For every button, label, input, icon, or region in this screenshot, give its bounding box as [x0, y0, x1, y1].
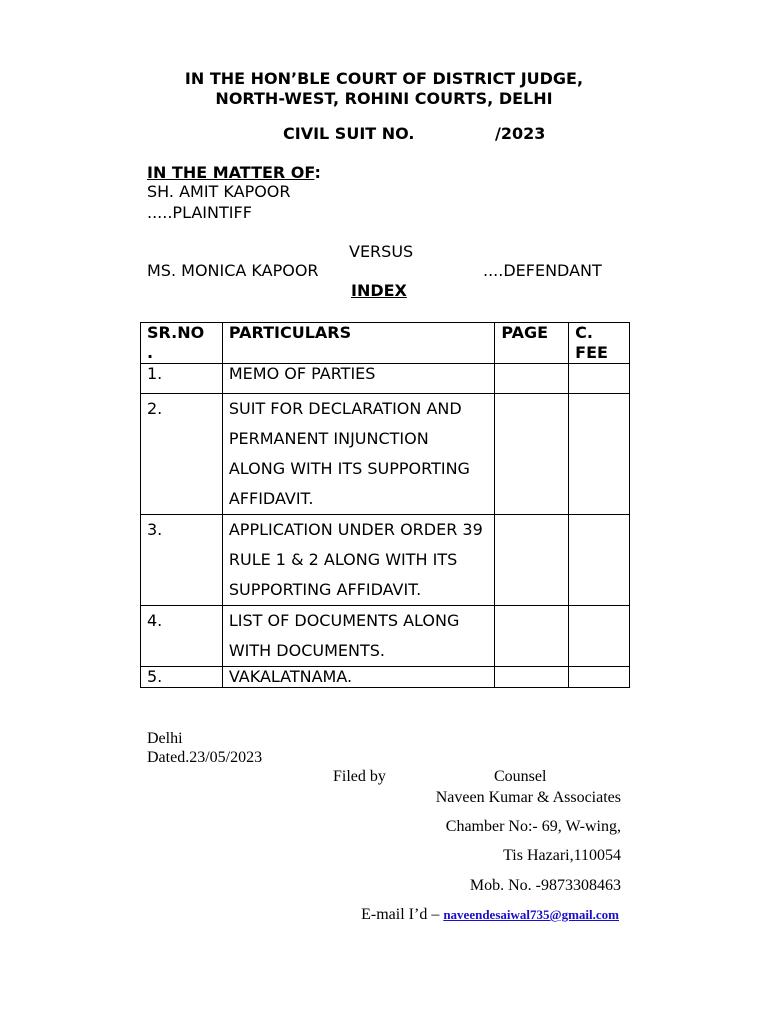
row-page: [495, 364, 569, 394]
row-page: [495, 515, 569, 606]
row-particulars: SUIT FOR DECLARATION AND PERMANENT INJUNCTION ALONG WITH ITS SUPPORTING AFFIDAVIT.: [222, 394, 494, 515]
suit-number-year: /2023: [495, 124, 546, 143]
table-row: [141, 667, 630, 688]
email-line: [361, 906, 619, 924]
plaintiff-label: .....PLAINTIFF: [147, 203, 252, 222]
header-court-fee: C. FEE: [569, 323, 630, 364]
row-sr: 3.: [141, 515, 223, 606]
matter-heading: [147, 163, 321, 182]
row-page: [495, 667, 569, 688]
court-title-line1: IN THE HON’BLE COURT OF DISTRICT JUDGE,: [184, 69, 584, 88]
row-particulars: LIST OF DOCUMENTS ALONG WITH DOCUMENTS.: [222, 606, 494, 667]
row-page: [495, 606, 569, 667]
table-row: [141, 394, 630, 515]
chamber-address: Chamber No:- 69, W-wing,: [445, 818, 621, 835]
row-fee: [569, 364, 630, 394]
header-srno: SR.NO .: [141, 323, 223, 364]
row-sr: 5.: [141, 667, 223, 688]
defendant-label: ....DEFENDANT: [483, 261, 602, 280]
row-fee: [569, 606, 630, 667]
row-sr: 2.: [141, 394, 223, 515]
plaintiff-name: SH. AMIT KAPOOR: [147, 182, 291, 201]
suit-number-label: CIVIL SUIT NO.: [283, 124, 415, 143]
court-title-line2: NORTH-WEST, ROHINI COURTS, DELHI: [215, 89, 553, 108]
row-fee: [569, 515, 630, 606]
row-sr: 4.: [141, 606, 223, 667]
city-address: Tis Hazari,110054: [503, 847, 621, 864]
header-page: PAGE: [495, 323, 569, 364]
email-link[interactable]: naveendesaiwal735@gmail.com: [443, 907, 619, 922]
firm-name: Naveen Kumar & Associates: [435, 789, 621, 806]
versus-text: VERSUS: [349, 242, 414, 261]
row-fee: [569, 667, 630, 688]
matter-heading-text: IN THE MATTER OF: [147, 163, 315, 182]
email-label: E-mail I’d –: [361, 906, 440, 923]
row-particulars: VAKALATNAMA.: [222, 667, 494, 688]
place-text: Delhi: [147, 730, 183, 747]
row-fee: [569, 394, 630, 515]
table-row: [141, 606, 630, 667]
table-row: [141, 515, 630, 606]
defendant-name: MS. MONICA KAPOOR: [147, 261, 319, 280]
dated-text: Dated.23/05/2023: [147, 749, 263, 766]
row-particulars: APPLICATION UNDER ORDER 39 RULE 1 & 2 ALONG WITH ITS SUPPORTING AFFIDAVIT.: [222, 515, 494, 606]
index-title: INDEX: [351, 281, 407, 300]
index-table: [140, 322, 630, 688]
table-header-row: [141, 323, 630, 364]
filed-by-text: Filed by: [333, 768, 386, 785]
matter-heading-colon: :: [314, 163, 321, 182]
row-sr: 1.: [141, 364, 223, 394]
table-row: [141, 364, 630, 394]
header-particulars: PARTICULARS: [222, 323, 494, 364]
counsel-text: Counsel: [494, 768, 547, 785]
row-page: [495, 394, 569, 515]
mobile-number: Mob. No. -9873308463: [469, 877, 621, 894]
row-particulars: MEMO OF PARTIES: [222, 364, 494, 394]
